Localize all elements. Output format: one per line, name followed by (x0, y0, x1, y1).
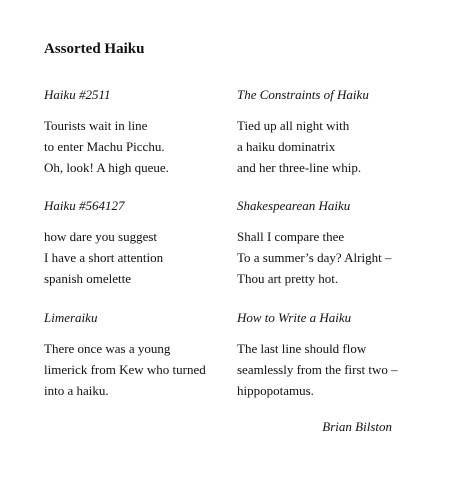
haiku-title: How to Write a Haiku (237, 310, 352, 325)
haiku-line: spanish omelette (44, 271, 132, 286)
author-signature: Brian Bilston (322, 419, 392, 434)
haiku-line: into a haiku. (44, 383, 109, 398)
haiku-block (237, 310, 437, 401)
haiku-line: seamlessly from the first two – (237, 362, 398, 377)
haiku-block (44, 87, 244, 178)
haiku-title: Haiku #564127 (44, 198, 125, 213)
haiku-title: Haiku #2511 (44, 87, 111, 102)
haiku-line: Oh, look! A high queue. (44, 160, 169, 175)
haiku-line: I have a short attention (44, 250, 164, 265)
haiku-line: limerick from Kew who turned (44, 362, 206, 377)
haiku-line: To a summer’s day? Alright – (237, 250, 392, 265)
haiku-line: Thou art pretty hot. (237, 271, 339, 286)
haiku-line: Shall I compare thee (237, 229, 345, 244)
haiku-line: and her three-line whip. (237, 160, 362, 175)
haiku-block (237, 87, 437, 178)
haiku-block (44, 310, 244, 401)
haiku-title: Limeraiku (44, 310, 98, 325)
page-title: Assorted Haiku (44, 41, 145, 57)
haiku-line: Tourists wait in line (44, 118, 148, 133)
haiku-block (237, 198, 437, 289)
haiku-line: There once was a young (44, 341, 171, 356)
haiku-title: Shakespearean Haiku (237, 198, 351, 213)
haiku-line: to enter Machu Picchu. (44, 139, 165, 154)
haiku-block (44, 198, 244, 289)
haiku-line: how dare you suggest (44, 229, 158, 244)
haiku-line: a haiku dominatrix (237, 139, 336, 154)
haiku-title: The Constraints of Haiku (237, 87, 369, 102)
haiku-line: Tied up all night with (237, 118, 350, 133)
haiku-line: The last line should flow (237, 341, 367, 356)
haiku-line: hippopotamus. (237, 383, 314, 398)
